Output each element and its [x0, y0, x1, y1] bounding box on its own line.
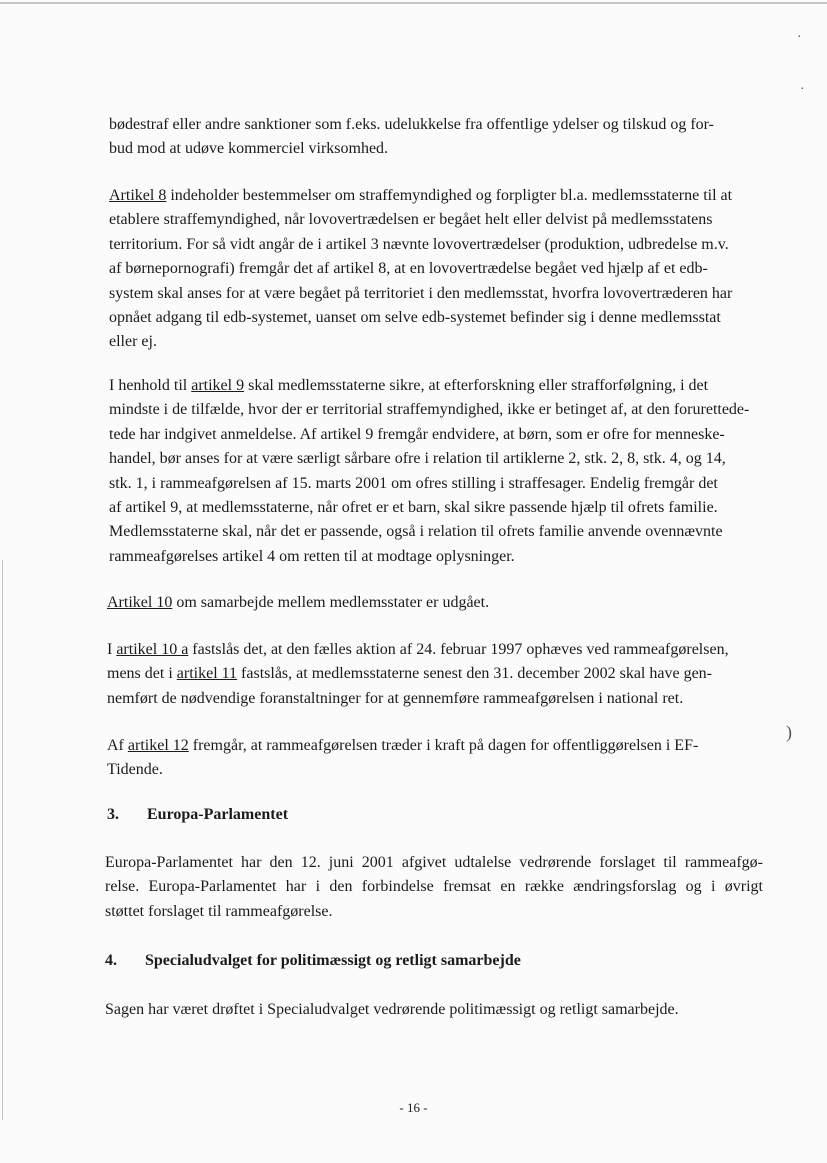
artikel-8-link: Artikel 8 — [109, 187, 167, 204]
text-line — [107, 734, 767, 758]
scan-mark: ) — [786, 722, 792, 742]
scan-edge-left — [2, 560, 3, 1120]
paragraph-artikel-10 — [107, 591, 767, 615]
section-number: 4. — [105, 952, 117, 969]
text-line: etablere straffemyndighed, når lovovertrædelsen er begået helt eller delvist på medlemsstatens — [109, 211, 713, 229]
section-number: 3. — [107, 806, 119, 823]
artikel-10-link: Artikel 10 — [107, 594, 173, 611]
scan-speck: · — [800, 82, 805, 97]
paragraph-artikel-10a-11 — [107, 638, 767, 711]
text-line: støttet forslaget til rammeafgørelse. — [105, 902, 333, 920]
text-line — [107, 591, 767, 615]
section-title: Specialudvalget for politimæssigt og retligt samarbejde — [145, 952, 521, 969]
artikel-9-link: artikel 9 — [191, 377, 245, 394]
text-line: eller ej. — [109, 333, 157, 351]
text-segment: fastslås det, at den fælles aktion af 24. februar 1997 ophæves ved rammeafgørelsen, — [188, 641, 729, 658]
text-line: mindste i de tilfælde, hvor der er territorial straffemyndighed, ikke er betinget af, at den forurettede- — [109, 401, 750, 419]
text-segment: fastslås, at medlemsstaterne senest den 31. december 2002 skal have gen- — [237, 665, 712, 683]
text-line: opnået adgang til edb-systemet, uanset om selve edb-systemet befinder sig i denne medlemsstat — [109, 309, 721, 327]
text-segment: om samarbejde mellem medlemsstater er udgået. — [172, 594, 490, 611]
paragraph-artikel-9 — [109, 374, 769, 569]
text-line: bødestraf eller andre sanktioner som f.eks. udelukkelse fra offentlige ydelser og tilskud og for- — [109, 116, 714, 133]
paragraph-specialudvalget — [105, 998, 765, 1022]
artikel-11-link: artikel 11 — [176, 665, 238, 683]
text-line — [109, 374, 769, 398]
paragraph-artikel-8 — [109, 184, 769, 355]
text-segment: I — [107, 641, 117, 658]
text-line: system skal anses for at være begået på territoriet i den medlemsstat, hvorfra lovovertræderen har — [109, 284, 733, 302]
paragraph-1 — [109, 113, 749, 162]
text-line: relse. Europa-Parlamentet har i den forbindelse fremsat en række ændringsforslag og i øvrigt — [105, 878, 763, 896]
text-line: Tidende. — [107, 761, 163, 779]
scan-speck: · — [797, 30, 802, 45]
text-line: Sagen har været drøftet i Specialudvalget vedrørende politimæssigt og retligt samarbejde. — [105, 1001, 679, 1018]
text-line: af børnepornografi) fremgår det af artikel 8, at en lovovertrædelse begået ved hjælp af et edb- — [109, 260, 708, 278]
text-segment: Af — [107, 737, 128, 754]
text-segment: fremgår, at rammeafgørelsen træder i kraft på dagen for offentliggørelsen i EF- — [188, 737, 699, 754]
text-line: af artikel 9, at medlemsstaterne, når ofret er et barn, skal sikre passende hjælp til ofrets familie. — [109, 499, 718, 517]
text-segment: I henhold til — [109, 377, 192, 394]
text-line: tede har indgivet anmeldelse. Af artikel 9 fremgår endvidere, at børn, som er ofre for menneske- — [109, 425, 725, 443]
paragraph-artikel-12 — [107, 734, 767, 783]
text-line — [109, 184, 769, 208]
paragraph-europa-parlamentet — [105, 851, 763, 924]
text-line: nemført de nødvendige foranstaltninger for at gennemføre rammeafgørelsen i national ret. — [107, 689, 684, 707]
artikel-12-link: artikel 12 — [127, 737, 189, 754]
text-line: bud mod at udøve kommerciel virksomhed. — [109, 140, 389, 158]
text-line: rammeafgørelses artikel 4 om retten til at modtage oplysninger. — [109, 547, 515, 565]
section-heading-4 — [105, 952, 521, 970]
text-line: stk. 1, i rammeafgørelsen af 15. marts 2001 om ofres stilling i straffesager. Endelig fremgår det — [109, 474, 718, 492]
text-line — [107, 662, 767, 686]
page-number: - 16 - — [399, 1100, 428, 1115]
scan-edge-top — [0, 2, 827, 4]
text-segment: mens det i — [107, 665, 177, 683]
text-line: Medlemsstaterne skal, når det er passende, også i relation til ofrets familie anvende ovennævnte — [109, 523, 723, 541]
section-title: Europa-Parlamentet — [147, 806, 289, 823]
section-heading-3 — [107, 806, 288, 824]
text-line: territorium. For så vidt angår de i artikel 3 nævnte lovovertrædelser (produktion, udbredelse m.v. — [109, 235, 729, 253]
text-line: handel, bør anses for at være særligt sårbare ofre i relation til artiklerne 2, stk. 2, 8, stk. 4, og 14, — [109, 450, 726, 468]
text-segment: skal medlemsstaterne sikre, at efterforskning eller strafforfølgning, i det — [244, 377, 709, 394]
text-line: Europa-Parlamentet har den 12. juni 2001 afgivet udtalelse vedrørende forslaget til rammeafgø- — [105, 854, 763, 871]
text-segment: indeholder bestemmelser om straffemyndighed og forpligter bl.a. medlemsstaterne til at — [166, 187, 733, 204]
artikel-10a-link: artikel 10 a — [116, 641, 189, 658]
text-line — [107, 638, 767, 662]
